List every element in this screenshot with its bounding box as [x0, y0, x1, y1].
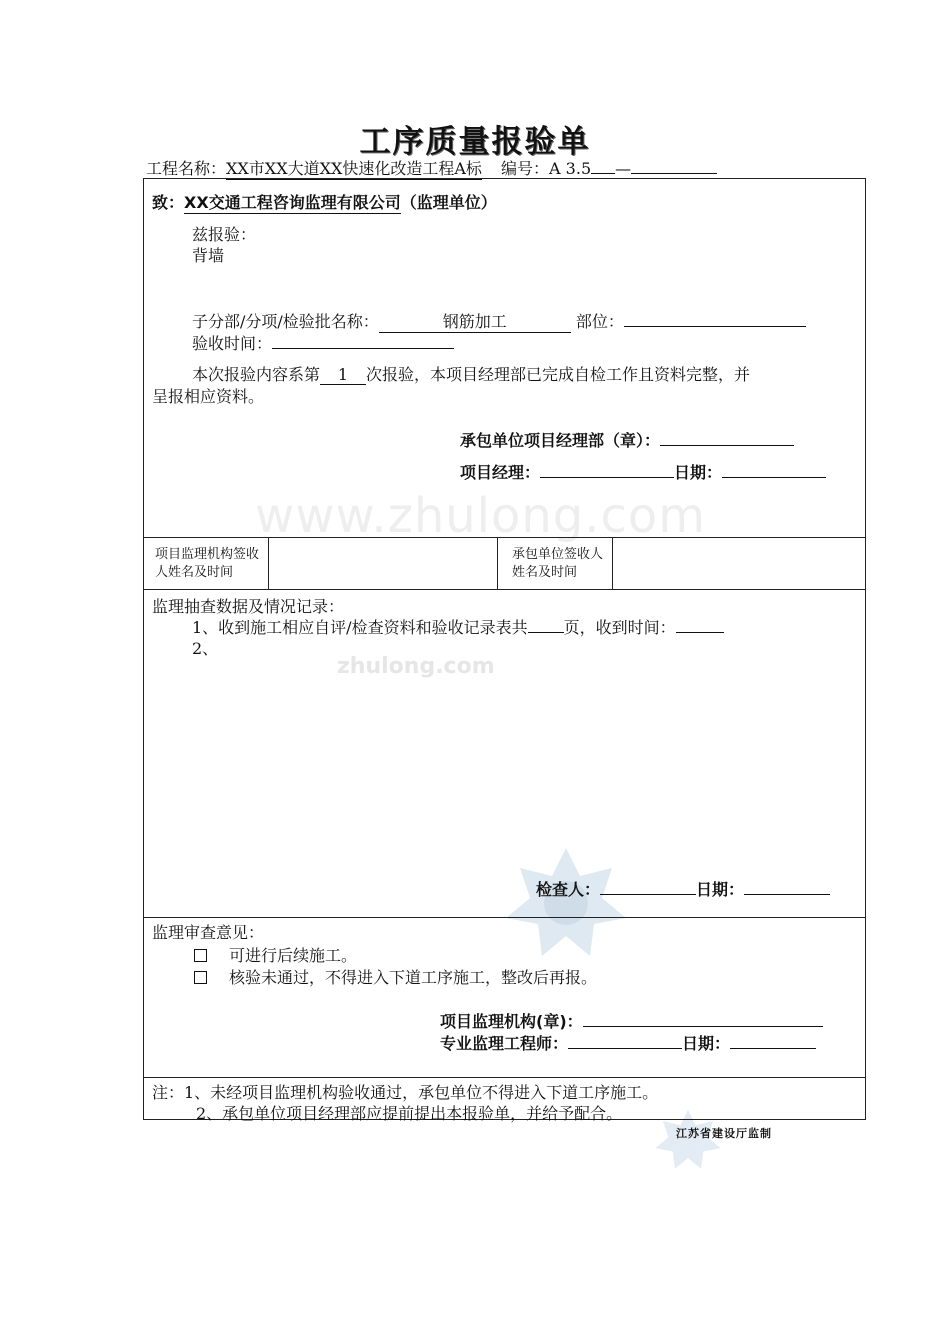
subitem-value: 钢筋加工 [379, 309, 571, 333]
issuer-footer: 江苏省建设厅监制 [676, 1127, 772, 1140]
location-blank[interactable] [624, 326, 806, 327]
project-label: 工程名称： [146, 159, 227, 178]
report-intro: 兹报验： [192, 225, 257, 244]
number-label: 编号： [501, 159, 550, 178]
number-value: A 3.5 [549, 159, 592, 178]
engineer-date-blank[interactable] [730, 1048, 816, 1049]
supervisor-sign-label: 项目监理机构签收人姓名及时间 [155, 547, 260, 580]
statement-line: 本次报验内容系第 1 次报验，本项目经理部已完成自检工作且资料完整，并 [192, 365, 751, 384]
inspection-title: 监理抽查数据及情况记录： [152, 597, 345, 616]
form-title: 工序质量报验单 [359, 124, 591, 160]
supervision-org-blank[interactable] [583, 1026, 823, 1027]
contractor-sign-label: 承包单位签收人姓名及时间 [512, 547, 604, 580]
recipient-line: 致：XX交通工程咨询监理有限公司（监理单位） [152, 190, 497, 214]
inspector-line: 检查人： 日期： [536, 877, 830, 900]
note-line2: 2、承包单位项目经理部应提前提出本报验单，并给予配合。 [196, 1104, 623, 1123]
engineer-blank[interactable] [568, 1048, 682, 1049]
pages-blank[interactable] [528, 632, 564, 633]
contractor-seal-blank[interactable] [660, 445, 794, 446]
recipient-company: XX交通工程咨询监理有限公司 [184, 190, 401, 214]
project-header [146, 156, 717, 180]
manager-line: 项目经理： 日期： [460, 460, 826, 483]
inspection-item2: 2、 [192, 639, 219, 658]
report-times: 1 [320, 365, 366, 385]
project-name: XX市XX大道XX快速化改造工程A标 [226, 156, 482, 180]
checkbox-continue[interactable] [194, 949, 207, 962]
subitem-line: 子分部/分项/检验批名称： 钢筋加工 部位： [192, 309, 806, 333]
time-line: 验收时间： [192, 331, 454, 354]
review-option1: 可进行后续施工。 [194, 943, 357, 966]
inspector-date-blank[interactable] [744, 894, 830, 895]
watermark-text: www.zhulong.com [255, 488, 707, 544]
contractor-sign-cell[interactable] [614, 539, 864, 587]
supervision-org-line: 项目监理机构(章)： [440, 1009, 823, 1032]
checkbox-rework[interactable] [194, 971, 207, 984]
watermark-text-small: zhulong.com [337, 654, 495, 679]
supervisor-sign-cell[interactable] [270, 539, 496, 587]
time-blank[interactable] [272, 348, 454, 349]
report-item: 背墙 [192, 246, 225, 265]
inspector-blank[interactable] [600, 894, 696, 895]
engineer-line: 专业监理工程师： 日期： [440, 1031, 816, 1054]
manager-date-blank[interactable] [722, 477, 826, 478]
review-option2: 核验未通过，不得进入下道工序施工，整改后再报。 [194, 965, 597, 988]
inspection-item1: 1、收到施工相应自评/检查资料和验收记录表共 页，收到时间： [192, 615, 724, 638]
review-title: 监理审查意见： [152, 923, 265, 942]
receive-time-blank[interactable] [676, 632, 724, 633]
number-separator: — [615, 159, 632, 178]
manager-blank[interactable] [540, 477, 674, 478]
contractor-seal-line: 承包单位项目经理部（章）： [460, 428, 794, 451]
note-line1: 注：1、未经项目监理机构验收通过，承包单位不得进入下道工序施工。 [152, 1083, 659, 1102]
statement-line2: 呈报相应资料。 [152, 387, 265, 406]
